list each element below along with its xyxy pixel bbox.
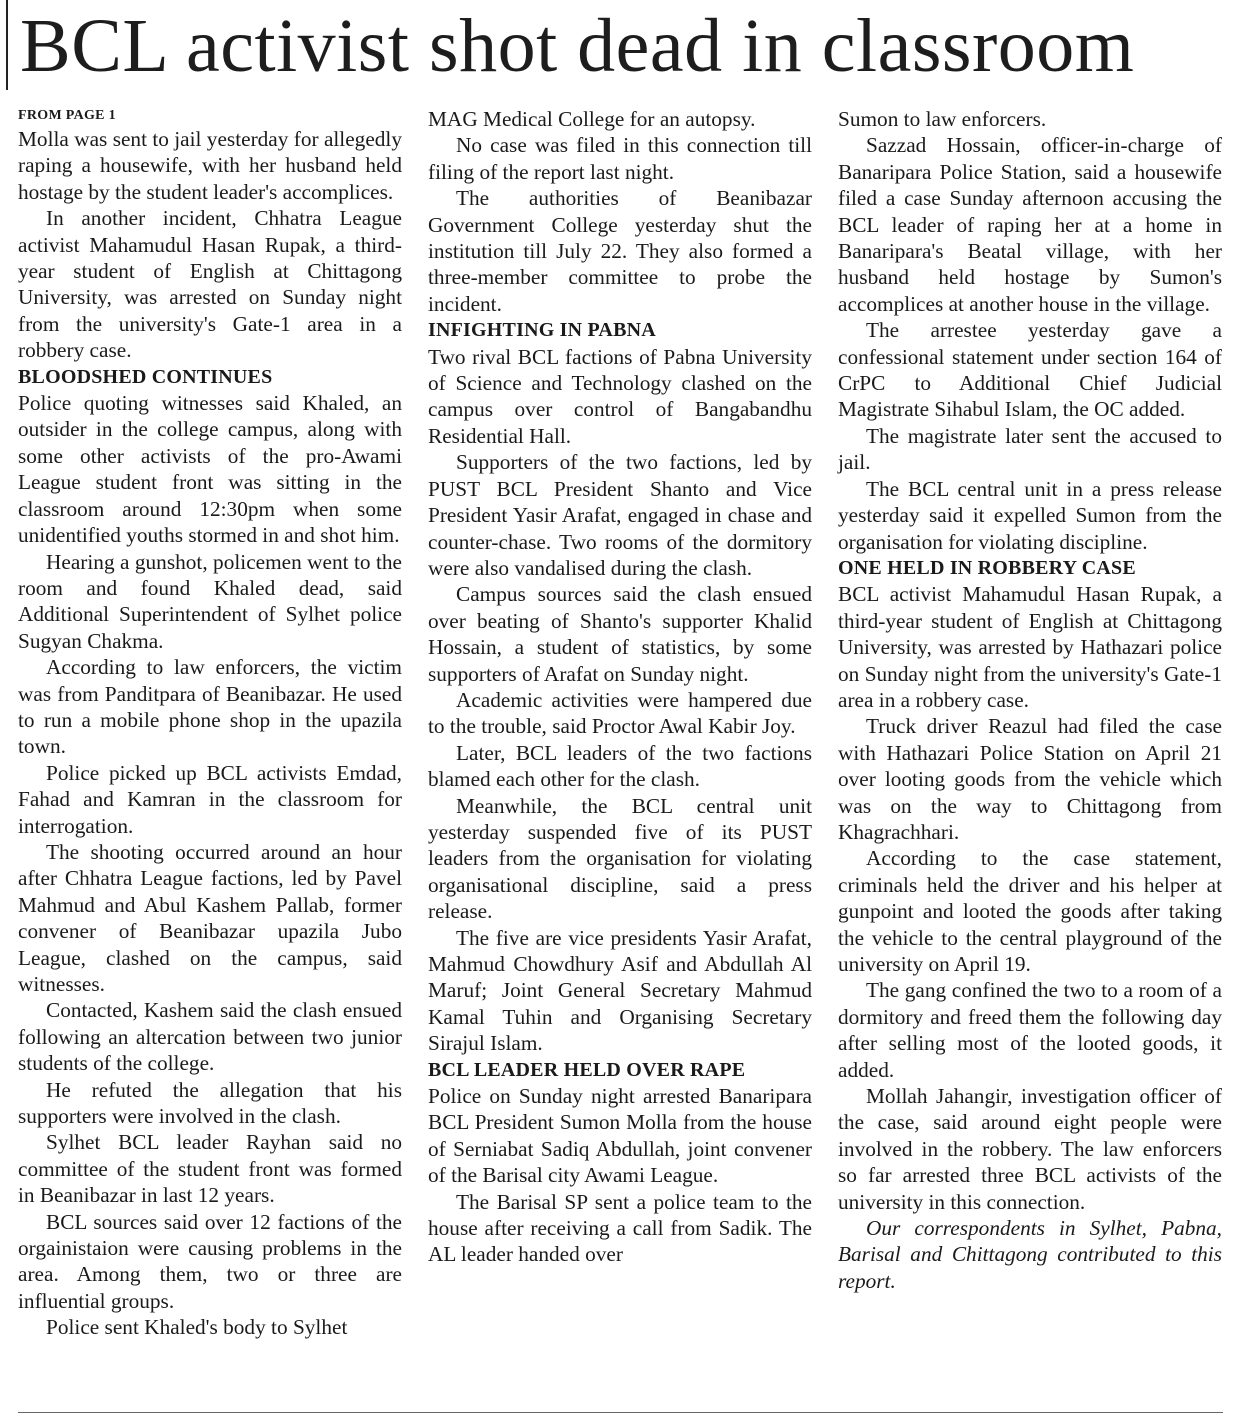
paragraph: In another incident, Chhatra League activist Mahamudul Hasan Rupak, a third-year student of English at Chittagong University, was arrested on Sunday night from the university's Gate-1 area in a robbery case. xyxy=(18,206,402,363)
article-body xyxy=(18,106,1223,1406)
column-1 xyxy=(18,106,402,1406)
paragraph: Academic activities were hampered due to the trouble, said Proctor Awal Kabir Joy. xyxy=(428,687,812,739)
paragraph: Later, BCL leaders of the two factions blamed each other for the clash. xyxy=(428,740,812,792)
paragraph: No case was filed in this connection till filing of the report last night. xyxy=(428,133,812,184)
paragraph: Molla was sent to jail yesterday for allegedly raping a housewife, with her husband held hostage by the student leader's accomplices. xyxy=(18,127,402,204)
paragraph: According to law enforcers, the victim was from Panditpara of Beanibazar. He used to run a mobile phone shop in the upazila town. xyxy=(18,655,402,759)
column-2 xyxy=(428,106,812,1406)
paragraph: The gang confined the two to a room of a dormitory and freed them the following day after selling most of the looted goods, it added. xyxy=(838,978,1222,1082)
paragraph: Police quoting witnesses said Khaled, an outsider in the college campus, along with some other activists of the pro-Awami League student front was sitting in the classroom around 12:30pm when some unidentified youths stormed in and shot him. xyxy=(18,391,402,548)
paragraph: Hearing a gunshot, policemen went to the room and found Khaled dead, said Additional Superintendent of Sylhet police Sugyan Chakma. xyxy=(18,549,402,653)
paragraph: Campus sources said the clash ensued over beating of Shanto's supporter Khalid Hossain, a student of statistics, by some supporters of Arafat on Sunday night. xyxy=(428,582,812,686)
paragraph: The BCL central unit in a press release yesterday said it expelled Sumon from the organisation for violating discipline. xyxy=(838,476,1222,554)
paragraph: Police picked up BCL activists Emdad, Fahad and Kamran in the classroom for interrogation. xyxy=(18,760,402,838)
paragraph: Sylhet BCL leader Rayhan said no committee of the student front was formed in Beanibazar in last 12 years. xyxy=(18,1130,402,1208)
paragraph: Police sent Khaled's body to Sylhet xyxy=(46,1315,348,1340)
subheading: ONE HELD IN ROBBERY CASE xyxy=(838,556,1136,579)
headline: BCL activist shot dead in classroom xyxy=(20,4,1135,88)
paragraph: Sumon to law enforcers. xyxy=(838,107,1047,131)
paragraph: BCL activist Mahamudul Hasan Rupak, a third-year student of English at Chittagong University, was arrested by Hathazari police on Sunday night from the university's Gate-1 area in a robbery case. xyxy=(838,582,1222,712)
paragraph: Contacted, Kashem said the clash ensued following an altercation between two junior students of the college. xyxy=(18,998,402,1076)
paragraph: The magistrate later sent the accused to jail. xyxy=(838,423,1222,475)
paragraph: The shooting occurred around an hour after Chhatra League factions, led by Pavel Mahmud and Abul Kashem Pallab, former convener of Beanibazar upazila Jubo League, clashed on the campus, said witnesses. xyxy=(18,839,402,996)
subheading: INFIGHTING IN PABNA xyxy=(428,319,656,342)
subheading: BLOODSHED CONTINUES xyxy=(18,365,273,388)
paragraph: He refuted the allegation that his supporters were involved in the clash. xyxy=(18,1077,402,1129)
bottom-rule xyxy=(18,1412,1223,1413)
paragraph: The five are vice presidents Yasir Arafat, Mahmud Chowdhury Asif and Abdullah Al Maruf; Joint General Secretary Mahmud Kamal Tuhin and Organising Secretary Sirajul Islam. xyxy=(428,925,812,1056)
paragraph: According to the case statement, criminals held the driver and his helper at gunpoint and looted the goods after taking the vehicle to the central playground of the university on April 19. xyxy=(838,846,1222,976)
correspondent-credit: Our correspondents in Sylhet, Pabna, Barisal and Chittagong contributed to this report. xyxy=(838,1216,1222,1293)
paragraph: The authorities of Beanibazar Government College yesterday shut the institution till July 22. They also formed a three-member committee to probe the incident. xyxy=(428,186,812,316)
paragraph: Supporters of the two factions, led by PUST BCL President Shanto and Vice President Yasir Arafat, engaged in chase and counter-chase. Two rooms of the dormitory were also vandalised during the clash. xyxy=(428,450,812,580)
paragraph: Meanwhile, the BCL central unit yesterday suspended five of its PUST leaders from the organisation for violating organisational discipline, said a press release. xyxy=(428,793,812,924)
paragraph: BCL sources said over 12 factions of the orgainistaion were causing problems in the area. Among them, two or three are influential groups. xyxy=(18,1209,402,1313)
paragraph: The Barisal SP sent a police team to the house after receiving a call from Sadik. The AL leader handed over xyxy=(428,1189,812,1267)
paragraph: Mollah Jahangir, investigation officer of the case, said around eight people were involved in the robbery. The law enforcers so far arrested three BCL activists of the university in this connection. xyxy=(838,1084,1222,1214)
dateline: FROM PAGE 1 xyxy=(18,108,116,123)
paragraph: MAG Medical College for an autopsy. xyxy=(428,107,756,131)
paragraph: Two rival BCL factions of Pabna University of Science and Technology clashed on the campus over control of Bangabandhu Residential Hall. xyxy=(428,344,812,448)
paragraph: Police on Sunday night arrested Banaripara BCL President Sumon Molla from the house of Serniabat Sadiq Abdullah, joint convener of the Barisal city Awami League. xyxy=(428,1084,812,1188)
left-column-rule xyxy=(6,0,8,90)
subheading: BCL LEADER HELD OVER RAPE xyxy=(428,1058,746,1081)
paragraph: Truck driver Reazul had filed the case with Hathazari Police Station on April 21 over looting goods from the vehicle which was on the way to Chittagong from Khagrachhari. xyxy=(838,714,1222,844)
column-3 xyxy=(838,106,1222,1406)
paragraph: Sazzad Hossain, officer-in-charge of Banaripara Police Station, said a housewife filed a case Sunday afternoon accusing the BCL leader of raping her at a home in Banaripara's Beatal village, with her husband held hostage by Sumon's accomplices at another house in the village. xyxy=(838,133,1222,316)
paragraph: The arrestee yesterday gave a confessional statement under section 164 of CrPC to Additional Chief Judicial Magistrate Sihabul Islam, the OC added. xyxy=(838,318,1222,422)
